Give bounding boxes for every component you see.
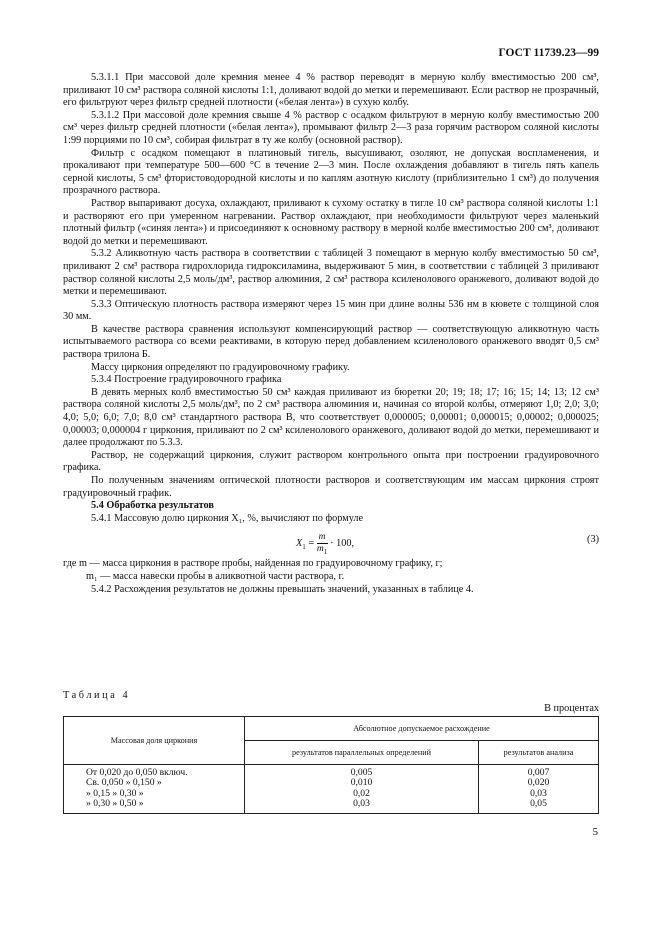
paragraph-5-3-4-title: 5.3.4 Построение градуировочного графика — [91, 374, 282, 386]
formula-number: (3) — [587, 534, 599, 546]
paragraph-reference-solution: В качестве раствора сравнения используют компенсирующий раствор — соответствующую аликвотную часть испытываемого раствора со всеми реактивами, в которую перед добавлением ксиленолового оранжевого вводят 0,5 см³ раствора трилона Б. — [63, 323, 599, 361]
formula-denominator: $m_1$ — [316, 544, 328, 557]
standard-header: ГОСТ 11739.23—99 — [498, 47, 599, 59]
paragraph-filter: Фильтр с осадком помещают в платиновый тигель, высушивают, озоляют, не допуская воспламенения, и прокаливают при температуре 500—600 °С в течение 2—3 мин. После охлаждения добавляют в тигель пять капель серной кислоты, 5 см³ фтористоводородной кислоты и по каплям азотную кислоту (приблизительно 1 см³) до получения прозрачного раствора. — [63, 147, 599, 197]
table-cell-analysis: 0,007 0,020 0,03 0,05 — [479, 765, 599, 814]
paragraph-5-4-2: 5.4.2 Расхождения результатов не должны превышать значений, указанных в таблице 4. — [91, 583, 474, 595]
where-line-m1: m₁ — масса навески пробы в аликвотной части раствора, г. — [86, 570, 345, 582]
table-cell-range: От 0,020 до 0,050 включ. Св. 0,050 » 0,150 » » 0,15 » 0,30 » » 0,30 » 0,50 » — [64, 765, 245, 814]
formula-lhs-subscript: 1 — [302, 543, 306, 552]
table-header-analysis: результатов анализа — [479, 741, 599, 765]
where-line-m: где m — масса циркония в растворе пробы, найденная по градуировочному графику, г; — [63, 558, 443, 570]
formula-3 — [63, 528, 599, 558]
page-number: 5 — [592, 826, 598, 838]
formula-expression — [296, 532, 354, 555]
paragraph-evaporation: Раствор выпаривают досуха, охлаждают, приливают к сухому остатку в тигле 10 см³ раствора соляной кислоты 1:1 и растворяют его при умеренном нагревании. Раствор охлаждают, при необходимости фильтруют через маленький плотный фильтр («синяя лента») и присоединяют к основному раствору в мерной колбе вместимостью 200 см³, доливают водой до метки и перемешивают. — [63, 197, 599, 247]
table-header-main: Массовая доля циркония — [64, 717, 245, 765]
table-row — [64, 765, 599, 814]
paragraph-calibration: В девять мерных колб вместимостью 50 см³ каждая приливают из бюретки 20; 19; 18; 17; 16; 15; 14; 13; 12 см³ раствора соляной кислоты 2,5 моль/дм³, по 2 см³ раствора алюминия и, начиная со второй колбы, отмеряют 1,0; 2,0; 3,0; 4,0; 5,0; 6,0; 7,0; 8,0 см³ стандартного раствора В, что соответствует 0,000005; 0,00001; 0,000015; 0,00002; 0,000025; 0,00003; 0,000004 г циркония, приливают по 2 см³ ксиленолового оранжевого, доливают водой до метки, перемешивают и далее продолжают по 5.3.3. — [63, 386, 599, 449]
section-heading-5-4: 5.4 Обработка результатов — [91, 500, 214, 512]
formula-lhs: X — [296, 538, 303, 550]
table-units: В процентах — [544, 703, 599, 714]
paragraph-control-experiment: Раствор, не содержащий циркония, служит раствором контрольного опыта при построении градуировочного графика. — [63, 449, 599, 474]
paragraph-5-4-1: 5.4.1 Массовую долю циркония X₁, %, вычисляют по формуле — [91, 512, 364, 524]
formula-numerator: m — [318, 532, 326, 543]
paragraph-5-3-1-1: 5.3.1.1 При массовой доле кремния менее 4 % раствор переводят в мерную колбу вместимостью 200 см³, приливают 10 см³ раствора соляной кислоты 1:1, доливают водой до метки и перемешивают. Если раствор не прозрачный, его фильтруют через фильтр средней плотности («белая лента») в сухую колбу. — [63, 72, 599, 109]
paragraph-5-3-3: 5.3.3 Оптическую плотность раствора измеряют через 15 мин при длине волны 536 нм в кювете с толщиной слоя 30 мм. — [63, 298, 599, 323]
table-header-parallel: результатов параллельных определений — [245, 741, 479, 765]
table-caption: Таблица 4 — [63, 690, 131, 701]
table-4 — [63, 716, 599, 814]
document-body — [63, 72, 599, 596]
table-cell-parallel: 0,005 0,010 0,02 0,03 — [245, 765, 479, 814]
table-header-group: Абсолютное допускаемое расхождение — [245, 717, 599, 741]
paragraph-5-3-2: 5.3.2 Аликвотную часть раствора в соответствии с таблицей 3 помещают в мерную колбу вместимостью 50 см³, приливают 2 см³ раствора гидрохлорида гидроксиламина, выдерживают 5 мин, в соответствии с таблицей 3 приливают раствор соляной кислоты 2,5 моль/дм³, раствор алюминия, 2 см³ раствора ксиленолового оранжевого, доливают водой до метки и перемешивают. — [63, 248, 599, 298]
formula-tail: · 100, — [330, 538, 355, 550]
paragraph-5-3-1-2: 5.3.1.2 При массовой доле кремния свыше 4 % раствор с осадком фильтруют в мерную колбу вместимостью 200 см³ через фильтр средней плотности («белая лента»), промывают фильтр 2—3 раза горячим раствором соляной кислоты 1:99 порциями по 10 см³, собирая фильтрат в ту же колбу (основной раствор). — [63, 109, 599, 146]
paragraph-graph-construction: По полученным значениям оптической плотности растворов и соответствующим им массам циркония строят градуировочный график. — [63, 475, 599, 499]
formula-fraction — [317, 532, 328, 555]
formula-equals: = — [308, 538, 315, 550]
paragraph-mass-determination: Массу циркония определяют по градуировочному графику. — [91, 361, 350, 373]
